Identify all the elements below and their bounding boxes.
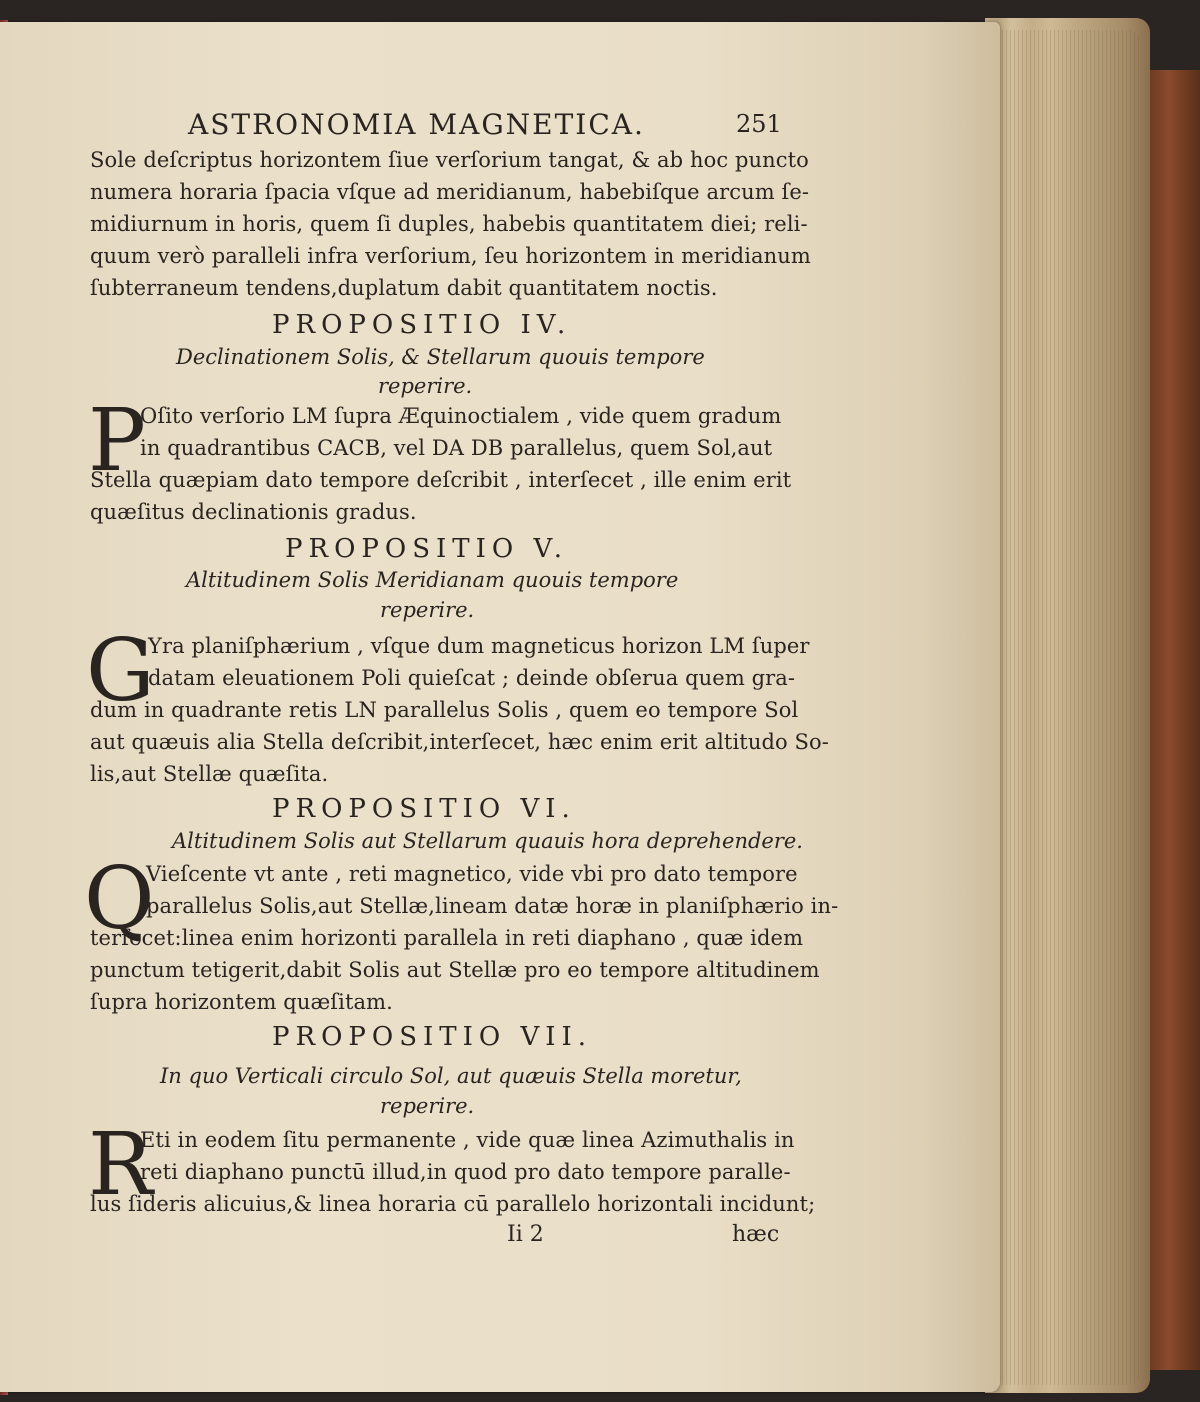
catchword: hæc — [732, 1222, 780, 1247]
text-line: terſecet:linea enim horizonti parallela in reti diaphano , quæ idem — [90, 926, 804, 950]
proposition-subtitle: reperire. — [380, 598, 475, 622]
drop-cap: R — [88, 1115, 153, 1215]
text-line: lus ſideris alicuius,& linea horaria cū parallelo horizontali incidunt; — [90, 1192, 816, 1216]
text-line: aut quæuis alia Stella deſcribit,interſecet, hæc enim erit altitudo So- — [90, 730, 829, 754]
leather-cover — [1148, 70, 1200, 1370]
text-line: in quadrantibus CACB, vel DA DB parallelus, quem Sol,aut — [140, 436, 773, 460]
proposition-title: PROPOSITIO VI. — [272, 794, 576, 824]
proposition-subtitle: reperire. — [378, 374, 473, 398]
proposition-title: PROPOSITIO V. — [285, 534, 568, 564]
text-line: reti diaphano punctū illud,in quod pro dato tempore paralle- — [140, 1160, 791, 1184]
proposition-subtitle: reperire. — [380, 1094, 475, 1118]
drop-cap: P — [88, 391, 146, 491]
text-line: quæſitus declinationis gradus. — [90, 500, 417, 524]
text-line: punctum tetigerit,dabit Solis aut Stellæ pro eo tempore altitudinem — [90, 958, 820, 982]
page-edges — [990, 30, 1140, 1385]
text-line: ſupra horizontem quæſitam. — [90, 990, 393, 1014]
text-line: numera horaria ſpacia vſque ad meridianum, habebiſque arcum ſe- — [90, 180, 810, 204]
text-line: datam eleuationem Poli quieſcat ; deinde obſerua quem gra- — [148, 666, 796, 690]
signature-mark: Ii 2 — [507, 1222, 544, 1247]
text-line: Stella quæpiam dato tempore deſcribit , interſecet , ille enim erit — [90, 468, 792, 492]
proposition-subtitle: In quo Verticali circulo Sol, aut quæuis Stella moretur, — [160, 1064, 742, 1088]
text-line: lis,aut Stellæ quæſita. — [90, 762, 329, 786]
text-line: Vieſcente vt ante , reti magnetico, vide vbi pro dato tempore — [146, 862, 798, 886]
drop-cap: Q — [84, 849, 155, 949]
text-line: Oſito verſorio LM ſupra Æquinoctialem , vide quem gradum — [140, 404, 782, 428]
proposition-title: PROPOSITIO IV. — [272, 310, 572, 340]
text-line: quum verò paralleli infra verſorium, ſeu horizontem in meridianum — [90, 244, 811, 268]
proposition-title: PROPOSITIO VII. — [272, 1022, 593, 1052]
running-head: ASTRONOMIA MAGNETICA. — [188, 108, 645, 141]
proposition-subtitle: Altitudinem Solis aut Stellarum quauis hora deprehendere. — [172, 829, 803, 853]
text-line: Yra planiſphærium , vſque dum magneticus horizon LM ſuper — [148, 634, 810, 658]
text-line: ſubterraneum tendens,duplatum dabit quantitatem noctis. — [90, 276, 718, 300]
text-line: parallelus Solis,aut Stellæ,lineam datæ horæ in planiſphærio in- — [146, 894, 839, 918]
text-line: Eti in eodem ſitu permanente , vide quæ linea Azimuthalis in — [140, 1128, 795, 1152]
proposition-subtitle: Declinationem Solis, & Stellarum quouis tempore — [176, 345, 705, 369]
proposition-subtitle: Altitudinem Solis Meridianam quouis tempore — [186, 568, 679, 592]
drop-cap: G — [86, 621, 155, 721]
text-line: midiurnum in horis, quem ſi duples, habebis quantitatem diei; reli- — [90, 212, 808, 236]
page-number: 251 — [736, 110, 782, 138]
text-line: dum in quadrante retis LN parallelus Solis , quem eo tempore Sol — [90, 698, 799, 722]
text-line: Sole deſcriptus horizontem ſiue verſorium tangat, & ab hoc puncto — [90, 148, 809, 172]
